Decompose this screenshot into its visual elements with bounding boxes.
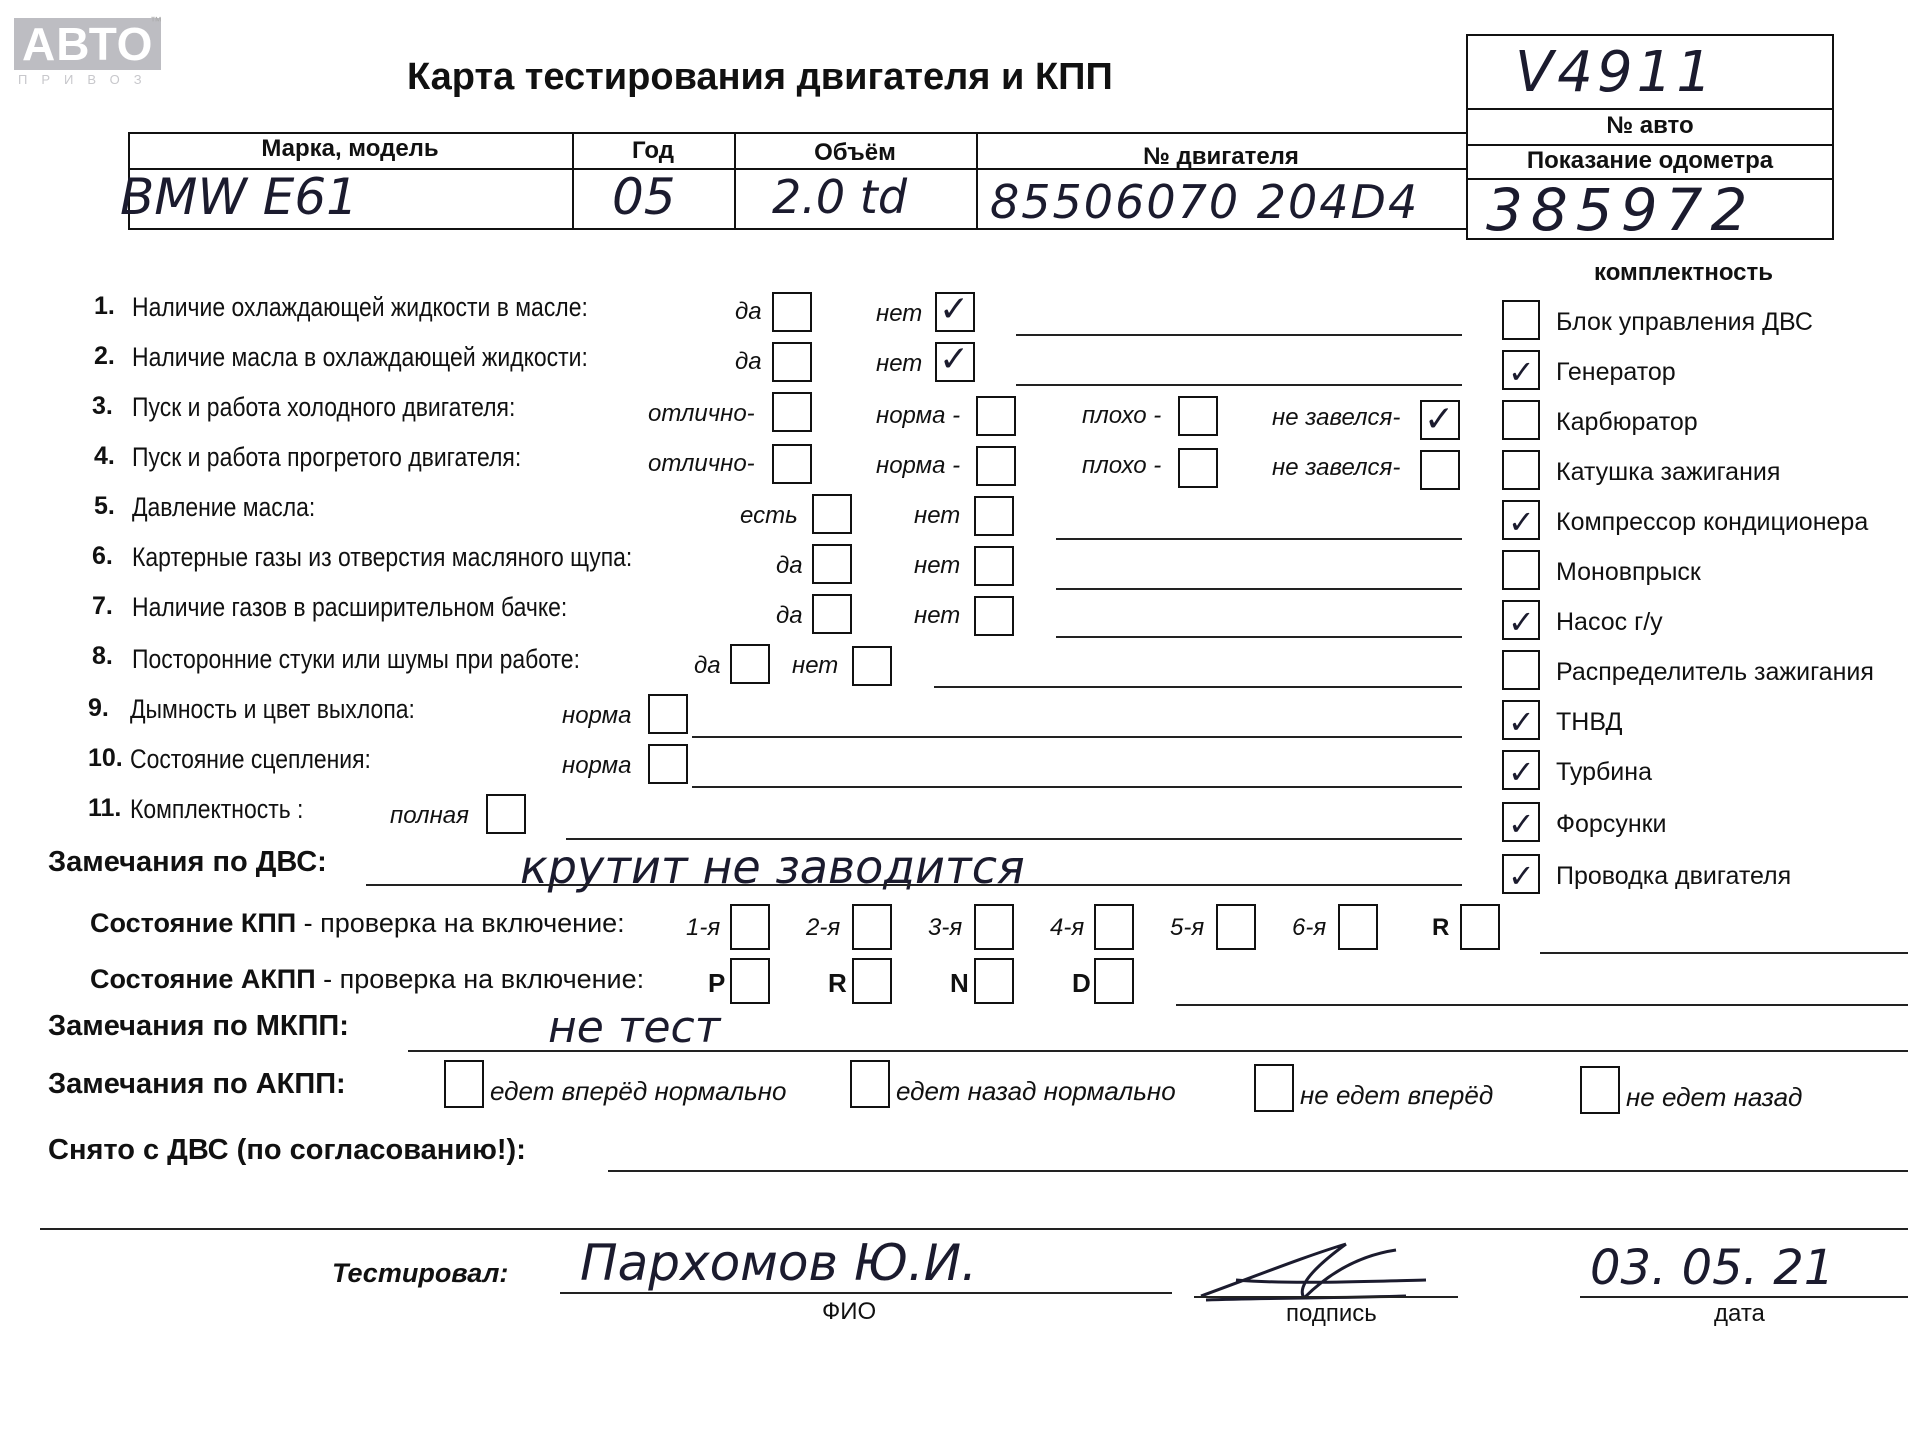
akpp-gear-n-checkbox[interactable] <box>974 958 1014 1004</box>
dvs-remarks-label: Замечания по ДВС: <box>48 846 327 878</box>
kpp-gear-3: 3-я <box>928 914 963 941</box>
kpp-gear-r-checkbox[interactable] <box>1460 904 1500 950</box>
q3-opt-normal: норма - <box>876 402 961 429</box>
q5-text: Давление масла: <box>132 492 316 522</box>
q4-num: 4. <box>94 442 115 470</box>
q3-excellent-checkbox[interactable] <box>772 392 812 432</box>
q8-text: Посторонние стуки или шумы при работе: <box>132 644 580 674</box>
komplekt-item-1: Генератор <box>1556 358 1676 386</box>
q7-no-checkbox[interactable] <box>974 596 1014 636</box>
logo-sub: ПРИВОЗ <box>18 72 156 87</box>
komplekt-checkbox-11[interactable] <box>1502 854 1540 894</box>
komplekt-checkbox-2[interactable] <box>1502 400 1540 440</box>
date-line <box>1580 1296 1908 1298</box>
kpp-label <box>90 908 625 939</box>
q4-excellent-checkbox[interactable] <box>772 444 812 484</box>
q1-num: 1. <box>94 292 115 320</box>
check-mark-icon: ✓ <box>1508 857 1535 895</box>
car-number-label: № авто <box>1606 112 1694 139</box>
mkpp-remarks-value: не тест <box>548 1002 721 1053</box>
q8-num: 8. <box>92 642 113 670</box>
q3-opt-excellent: отлично- <box>648 400 755 427</box>
komplekt-item-5: Моновпрыск <box>1556 558 1701 586</box>
q1-yes-checkbox[interactable] <box>772 292 812 332</box>
check-mark-icon: ✓ <box>1508 805 1535 843</box>
divider <box>1466 144 1834 146</box>
komplekt-checkbox-1[interactable] <box>1502 350 1540 390</box>
akpp-gear-p-checkbox[interactable] <box>730 958 770 1004</box>
tested-label: Тестировал: <box>332 1258 509 1288</box>
komplekt-item-3: Катушка зажигания <box>1556 458 1781 486</box>
komplekt-checkbox-3[interactable] <box>1502 450 1540 490</box>
q2-opt-no: нет <box>876 350 923 377</box>
q2-no-checkbox[interactable] <box>935 339 975 382</box>
komplekt-item-8: ТНВД <box>1556 708 1623 736</box>
kpp-line <box>1540 952 1908 954</box>
col-volume: Объём <box>814 139 896 166</box>
komplekt-checkbox-7[interactable] <box>1502 650 1540 690</box>
fio-label: ФИО <box>822 1298 877 1325</box>
check-mark-icon: ✓ <box>1424 399 1455 440</box>
kpp-gear-4-checkbox[interactable] <box>1094 904 1134 950</box>
q4-normal-checkbox[interactable] <box>976 446 1016 486</box>
q5-no-checkbox[interactable] <box>974 496 1014 536</box>
komplekt-checkbox-8[interactable] <box>1502 700 1540 740</box>
q1-text: Наличие охлаждающей жидкости в масле: <box>132 292 588 322</box>
q10-num: 10. <box>88 744 123 772</box>
komplekt-item-6: Насос г/у <box>1556 608 1663 636</box>
akpp-forward-ok-checkbox[interactable] <box>444 1060 484 1108</box>
akpp-label-rest: - проверка на включение: <box>315 964 645 994</box>
akpp-gear-p: P <box>708 968 726 998</box>
q3-num: 3. <box>92 392 113 420</box>
q3-opt-not-started: не завелся- <box>1272 404 1401 431</box>
akpp-remarks-label: Замечания по АКПП: <box>48 1068 346 1100</box>
q7-num: 7. <box>92 592 113 620</box>
kpp-gear-1-checkbox[interactable] <box>730 904 770 950</box>
q9-line <box>692 736 1462 738</box>
odometer-label: Показание одометра <box>1526 147 1774 174</box>
date-value: 03. 05. 21 <box>1590 1240 1835 1296</box>
komplekt-item-2: Карбюратор <box>1556 408 1698 436</box>
q6-line <box>1056 588 1462 590</box>
q2-num: 2. <box>94 342 115 370</box>
car-number-value: V4911 <box>1515 40 1716 105</box>
akpp-no-forward: не едет вперёд <box>1300 1080 1494 1110</box>
sign-line <box>1194 1296 1458 1298</box>
q4-opt-not-started: не завелся- <box>1272 454 1401 481</box>
q5-yes-checkbox[interactable] <box>812 494 852 534</box>
make-model-value: BMW E61 <box>120 168 358 226</box>
q8-opt-no: нет <box>792 652 839 679</box>
q4-opt-normal: норма - <box>876 452 961 479</box>
kpp-gear-5: 5-я <box>1170 914 1205 941</box>
q9-normal-checkbox[interactable] <box>648 694 688 734</box>
q10-text: Состояние сцепления: <box>130 744 371 774</box>
dvs-remarks-line <box>366 884 1462 886</box>
kpp-gear-5-checkbox[interactable] <box>1216 904 1256 950</box>
komplekt-checkbox-9[interactable] <box>1502 750 1540 790</box>
komplekt-checkbox-4[interactable] <box>1502 500 1540 540</box>
q5-num: 5. <box>94 492 115 520</box>
q6-opt-yes: да <box>776 552 803 579</box>
removed-label: Снято с ДВС (по согласованию!): <box>48 1134 526 1166</box>
komplekt-checkbox-0[interactable] <box>1502 300 1540 340</box>
akpp-gear-d-checkbox[interactable] <box>1094 958 1134 1004</box>
kpp-label-bold: Состояние КПП <box>90 908 297 938</box>
q4-opt-bad: плохо - <box>1082 452 1162 479</box>
q5-opt-no: нет <box>914 502 961 529</box>
q2-line <box>1016 384 1462 386</box>
check-mark-icon: ✓ <box>939 339 970 380</box>
logo-main: АВТО <box>14 18 161 70</box>
removed-line <box>608 1170 1908 1172</box>
akpp-no-forward-checkbox[interactable] <box>1254 1064 1294 1112</box>
q7-yes-checkbox[interactable] <box>812 594 852 634</box>
q11-text: Комплектность : <box>130 794 304 824</box>
q2-text: Наличие масла в охлаждающей жидкости: <box>132 342 588 372</box>
check-mark-icon: ✓ <box>1508 753 1535 791</box>
q3-not-started-checkbox[interactable] <box>1420 400 1460 440</box>
akpp-gear-r-checkbox[interactable] <box>852 958 892 1004</box>
year-value: 05 <box>612 168 676 226</box>
footer-separator <box>40 1228 1908 1230</box>
q9-text: Дымность и цвет выхлопа: <box>130 694 415 724</box>
q1-opt-no: нет <box>876 300 923 327</box>
kpp-gear-6: 6-я <box>1292 914 1327 941</box>
akpp-no-back-checkbox[interactable] <box>1580 1066 1620 1114</box>
akpp-label-bold: Состояние АКПП <box>90 964 316 994</box>
logo-tm: ™ <box>150 14 162 28</box>
q5-line <box>1056 538 1462 540</box>
volume-value: 2.0 td <box>772 170 908 224</box>
q6-text: Картерные газы из отверстия масляного щупа: <box>132 542 633 572</box>
komplekt-item-10: Форсунки <box>1556 810 1667 838</box>
sign-label: подпись <box>1286 1300 1377 1327</box>
akpp-back-ok: едет назад нормально <box>896 1076 1176 1106</box>
logo <box>14 18 161 87</box>
q8-line <box>934 686 1462 688</box>
komplekt-item-4: Компрессор кондиционера <box>1556 508 1869 536</box>
q3-opt-bad: плохо - <box>1082 402 1162 429</box>
q1-line <box>1016 334 1462 336</box>
q1-opt-yes: да <box>735 298 762 325</box>
komplekt-item-9: Турбина <box>1556 758 1652 786</box>
q11-num: 11. <box>88 794 122 822</box>
tester-fio-value: Пархомов Ю.И. <box>580 1234 977 1292</box>
check-mark-icon: ✓ <box>1508 503 1535 541</box>
mkpp-remarks-line <box>408 1050 1908 1052</box>
check-mark-icon: ✓ <box>1508 353 1535 391</box>
q3-normal-checkbox[interactable] <box>976 396 1016 436</box>
kpp-label-rest: - проверка на включение: <box>296 908 625 938</box>
akpp-line <box>1176 1004 1908 1006</box>
check-mark-icon: ✓ <box>1508 603 1535 641</box>
q4-not-started-checkbox[interactable] <box>1420 450 1460 490</box>
q11-full-checkbox[interactable] <box>486 794 526 834</box>
col-year: Год <box>632 137 674 164</box>
q10-line <box>692 786 1462 788</box>
q7-opt-no: нет <box>914 602 961 629</box>
akpp-label <box>90 964 644 995</box>
komplekt-checkbox-10[interactable] <box>1502 802 1540 842</box>
q10-normal-checkbox[interactable] <box>648 744 688 784</box>
q1-no-checkbox[interactable] <box>935 289 975 332</box>
komplekt-checkbox-6[interactable] <box>1502 600 1540 640</box>
akpp-no-back: не едет назад <box>1626 1082 1803 1112</box>
q4-opt-excellent: отлично- <box>648 450 755 477</box>
engine-no-value: 85506070 204D4 <box>990 175 1420 229</box>
page-title: Карта тестирования двигателя и КПП <box>407 56 1113 98</box>
q7-line <box>1056 636 1462 638</box>
kpp-gear-2-checkbox[interactable] <box>852 904 892 950</box>
date-label: дата <box>1714 1300 1765 1327</box>
q11-opt-full: полная <box>390 802 469 829</box>
q6-opt-no: нет <box>914 552 961 579</box>
komplekt-checkbox-5[interactable] <box>1502 550 1540 590</box>
q5-opt-yes: есть <box>740 502 798 529</box>
col-make-model: Марка, модель <box>261 135 439 162</box>
check-mark-icon: ✓ <box>1508 703 1535 741</box>
q4-text: Пуск и работа прогретого двигателя: <box>132 442 522 472</box>
q10-opt-normal: норма <box>562 752 632 779</box>
komplekt-item-11: Проводка двигателя <box>1556 862 1792 890</box>
kpp-gear-4: 4-я <box>1050 914 1085 941</box>
kpp-gear-3-checkbox[interactable] <box>974 904 1014 950</box>
q4-bad-checkbox[interactable] <box>1178 448 1218 488</box>
q6-yes-checkbox[interactable] <box>812 544 852 584</box>
q6-no-checkbox[interactable] <box>974 546 1014 586</box>
mkpp-remarks-label: Замечания по МКПП: <box>48 1010 349 1042</box>
komplekt-item-7: Распределитель зажигания <box>1556 658 1874 686</box>
kpp-gear-r: R <box>1432 914 1450 941</box>
q8-yes-checkbox[interactable] <box>730 644 770 684</box>
dvs-remarks-value: крутит не заводится <box>520 840 1025 894</box>
q8-opt-yes: да <box>694 652 721 679</box>
kpp-gear-2: 2-я <box>806 914 841 941</box>
fio-line <box>560 1292 1172 1294</box>
kpp-gear-6-checkbox[interactable] <box>1338 904 1378 950</box>
divider <box>1466 108 1834 110</box>
akpp-gear-d: D <box>1072 968 1091 998</box>
q6-num: 6. <box>92 542 113 570</box>
q2-yes-checkbox[interactable] <box>772 342 812 382</box>
q7-text: Наличие газов в расширительном бачке: <box>132 592 568 622</box>
q3-bad-checkbox[interactable] <box>1178 396 1218 436</box>
komplekt-item-0: Блок управления ДВС <box>1556 308 1813 336</box>
q9-opt-normal: норма <box>562 702 632 729</box>
check-mark-icon: ✓ <box>939 289 970 330</box>
akpp-forward-ok: едет вперёд нормально <box>490 1076 787 1106</box>
kpp-gear-1: 1-я <box>686 914 721 941</box>
col-engine-no: № двигателя <box>1143 143 1299 170</box>
akpp-gear-r: R <box>828 968 847 998</box>
q2-opt-yes: да <box>735 348 762 375</box>
q9-num: 9. <box>88 694 109 722</box>
akpp-back-ok-checkbox[interactable] <box>850 1060 890 1108</box>
q3-text: Пуск и работа холодного двигателя: <box>132 392 516 422</box>
komplekt-title: комплектность <box>1594 259 1774 286</box>
q7-opt-yes: да <box>776 602 803 629</box>
q8-no-checkbox[interactable] <box>852 646 892 686</box>
odometer-value: 385972 <box>1486 176 1756 244</box>
akpp-gear-n: N <box>950 968 969 998</box>
